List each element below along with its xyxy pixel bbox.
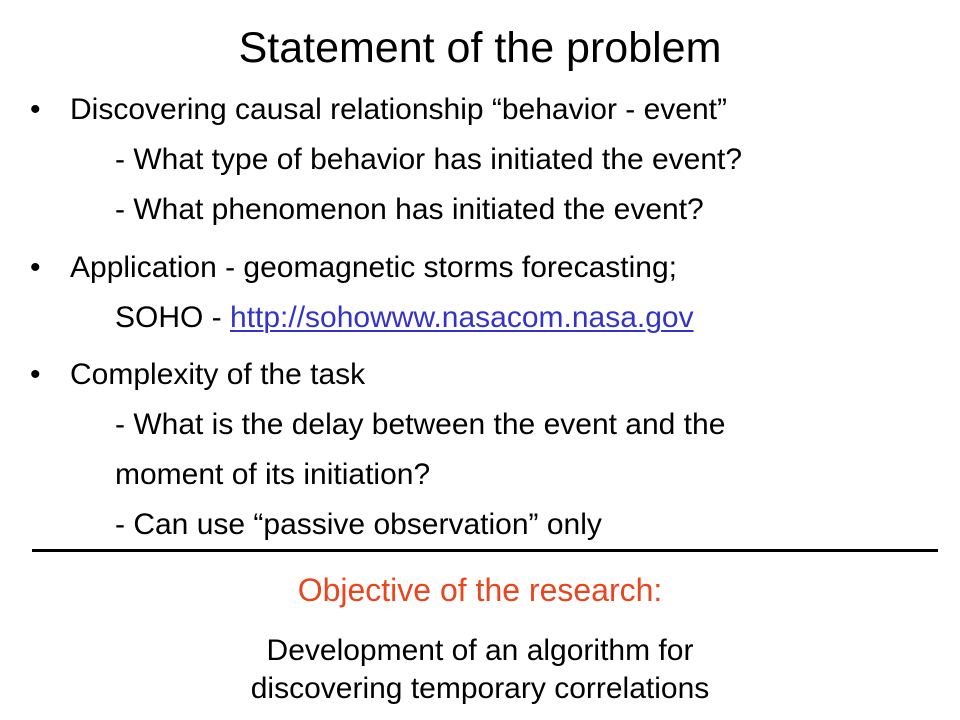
bullet-2-text: Application - geomagnetic storms forecasting; bbox=[70, 251, 677, 284]
bullet-dot-1: • bbox=[30, 93, 41, 126]
bullet-1-text: Discovering causal relationship “behavior - event” bbox=[70, 93, 727, 126]
bullet-1-sub-2: - What phenomenon has initiated the event? bbox=[115, 193, 704, 226]
soho-prefix: SOHO - bbox=[115, 301, 231, 334]
objective-heading: Objective of the research: bbox=[297, 572, 663, 608]
objective-line-1: Development of an algorithm for bbox=[266, 634, 694, 667]
bullet-dot-3: • bbox=[30, 358, 41, 391]
objective-line-2: discovering temporary correlations bbox=[250, 672, 710, 705]
bullet-3-text: Complexity of the task bbox=[70, 358, 366, 391]
bullet-3-sub-2: moment of its initiation? bbox=[115, 458, 431, 491]
bullet-1-sub-1: - What type of behavior has initiated the event? bbox=[115, 143, 743, 176]
bullet-dot-2: • bbox=[30, 251, 41, 284]
soho-link[interactable]: http://sohowww.nasacom.nasa.gov bbox=[230, 301, 694, 334]
divider-line bbox=[32, 549, 938, 552]
bullet-2-soho-line bbox=[115, 300, 694, 336]
bullet-3-sub-1: - What is the delay between the event and the bbox=[115, 408, 726, 441]
slide-title: Statement of the problem bbox=[238, 24, 722, 72]
bullet-3-sub-3: - Can use “passive observation” only bbox=[115, 508, 602, 541]
